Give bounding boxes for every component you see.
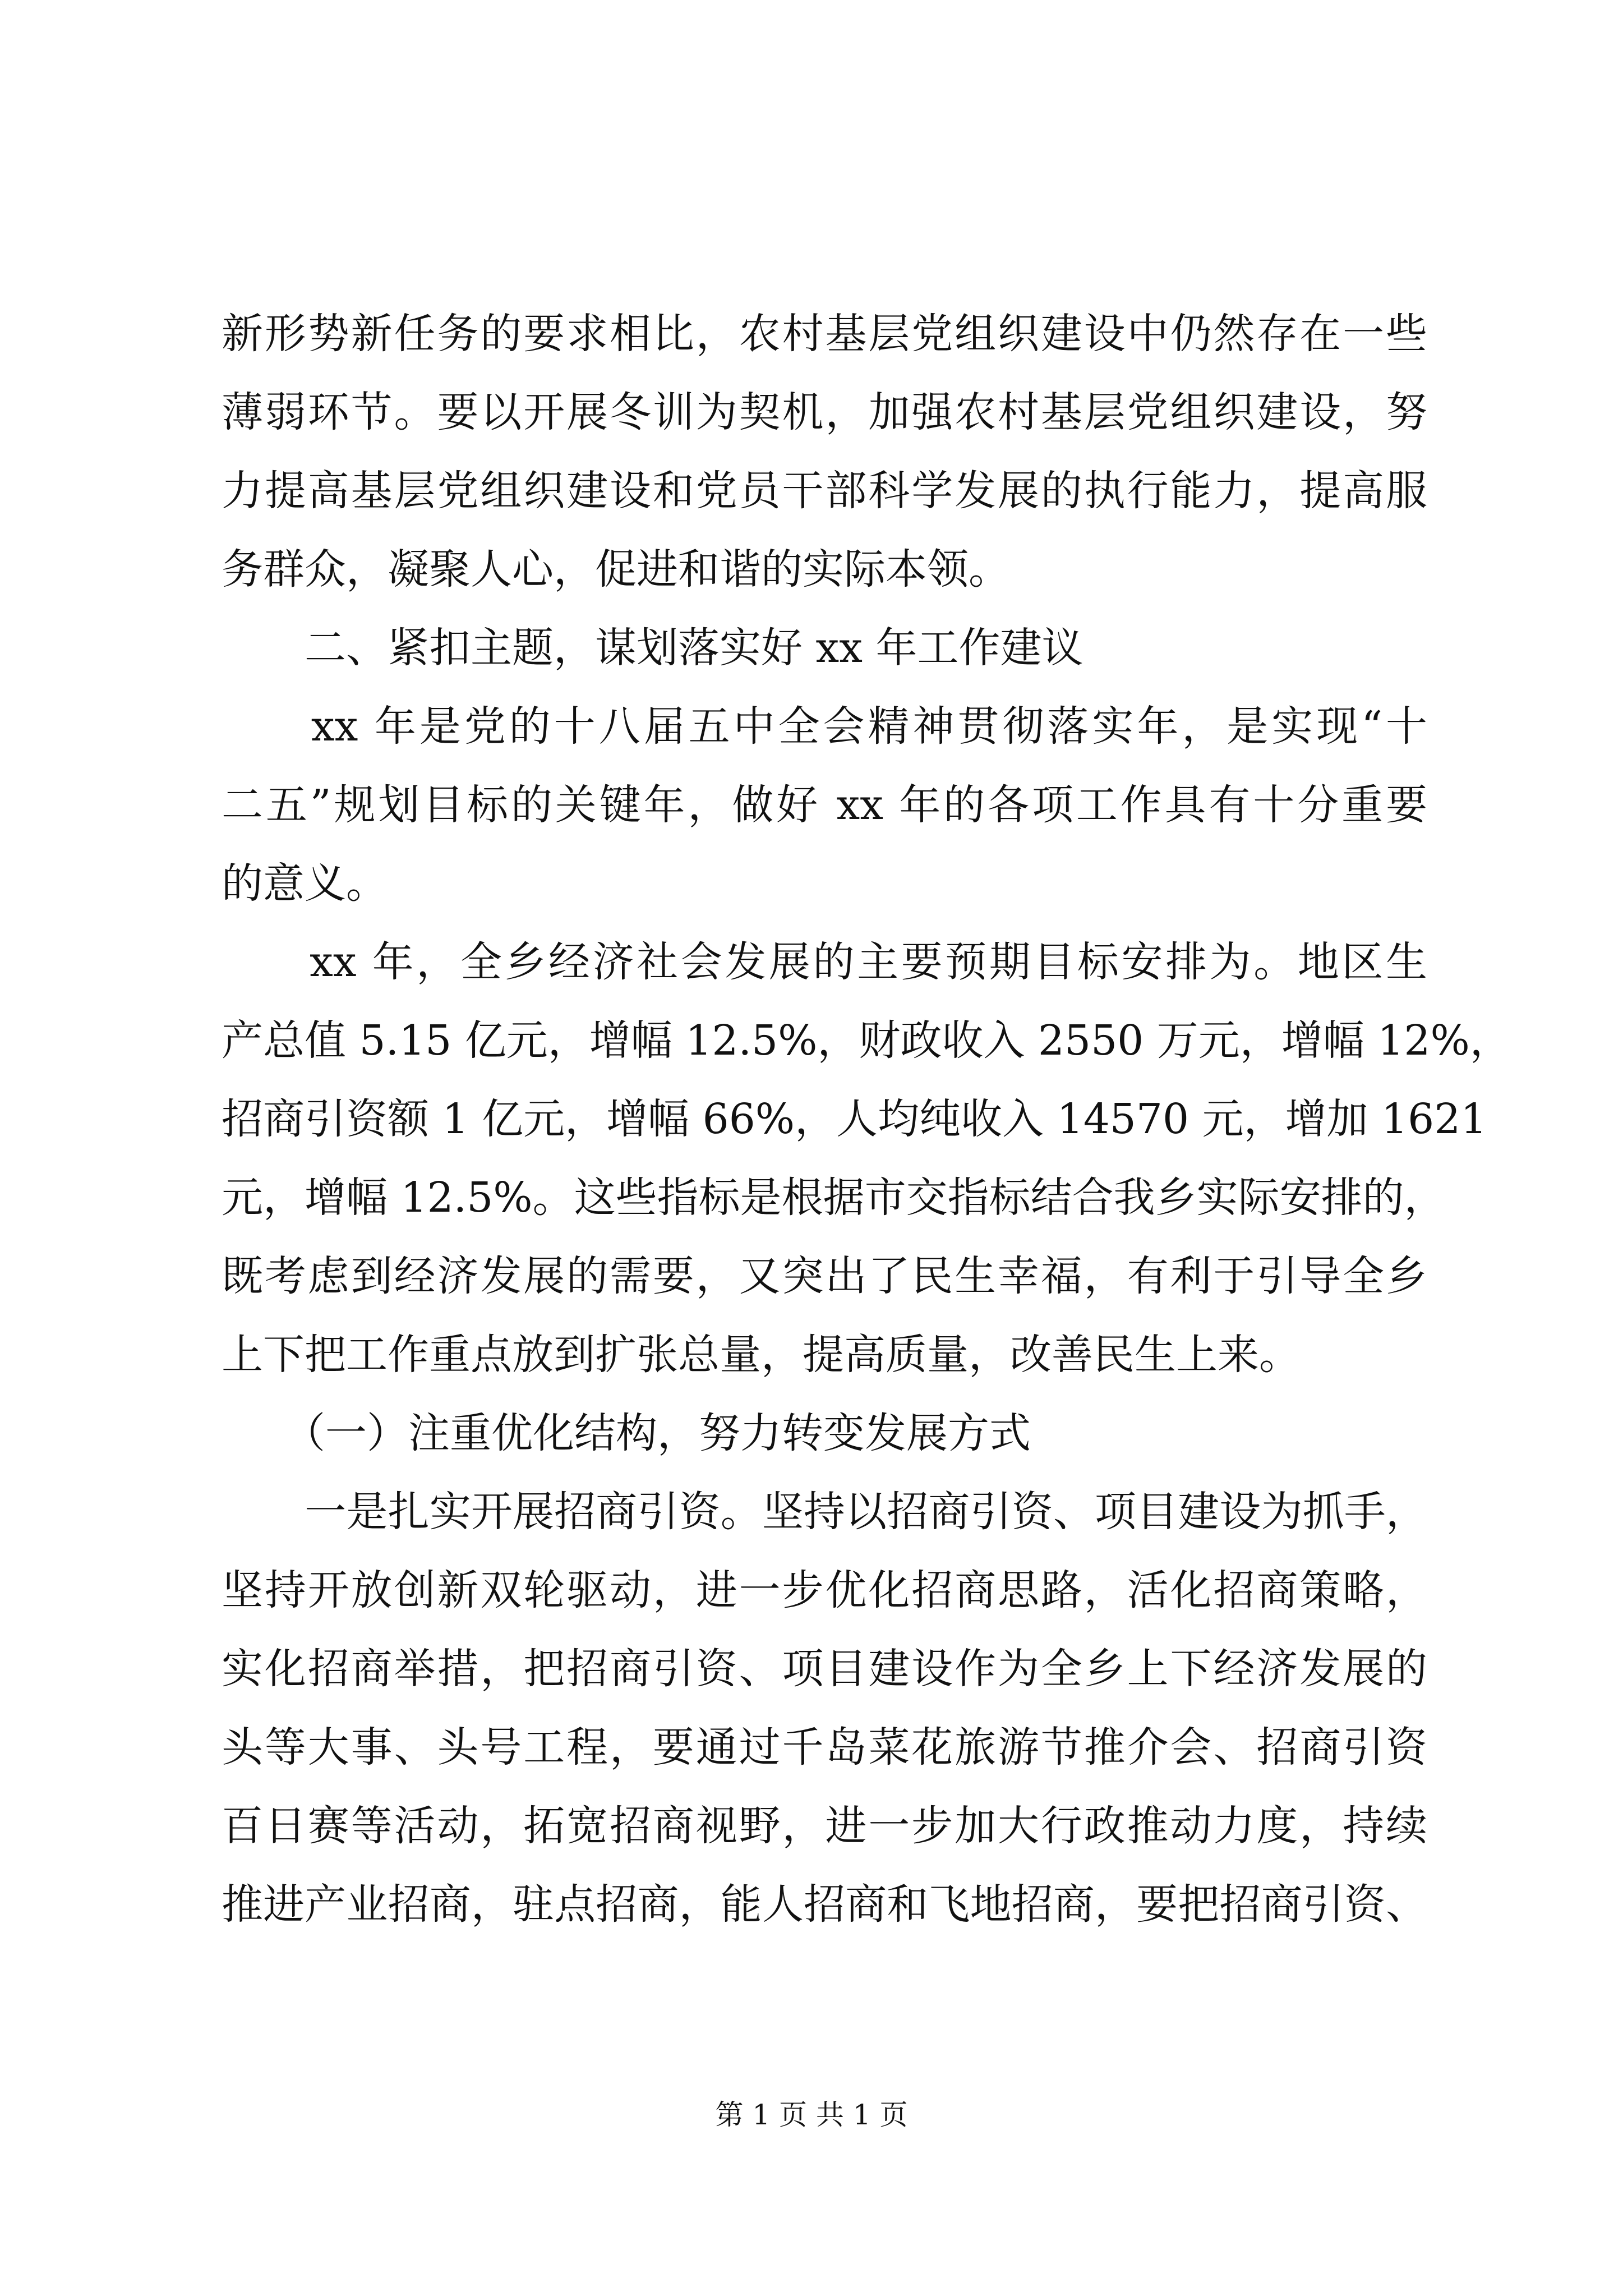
text-line-19: 头等大事、头号工程，要通过千岛菜花旅游节推介会、招商引资 [222,1723,1427,1772]
section-heading: 二、紧扣主题，谋划落实好 xx 年工作建议 [222,624,1083,672]
text-line-10: 产总值 5.15 亿元，增幅 12.5%，财政收入 2550 万元，增幅 12%， [222,1016,1511,1065]
text-line-14: 上下把工作重点放到扩张总量，提高质量，改善民生上来。 [222,1331,1301,1379]
page-footer: 第 1 页 共 1 页 [715,2099,908,2131]
text-line-11: 招商引资额 1 亿元，增幅 66%，人均纯收入 14570 元，增加 1621 [222,1095,1487,1143]
text-line-4: 务群众，凝聚人心，促进和谐的实际本领。 [222,545,1010,593]
text-line-3: 力提高基层党组织建设和党员干部科学发展的执行能力，提高服 [222,467,1427,515]
text-line-1: 新形势新任务的要求相比，农村基层党组织建设中仍然存在一些 [222,310,1427,358]
text-line-8: 的意义。 [222,859,388,908]
text-line-16: 一是扎实开展招商引资。坚持以招商引资、项目建设为抓手， [222,1488,1427,1536]
text-line-6: xx 年是党的十八届五中全会精神贯彻落实年，是实现“十 [222,702,1427,751]
text-line-7: 二五”规划目标的关键年，做好 xx 年的各项工作具有十分重要 [222,781,1427,829]
text-line-13: 既考虑到经济发展的需要，又突出了民生幸福，有利于引导全乡 [222,1252,1427,1300]
text-line-9: xx 年，全乡经济社会发展的主要预期目标安排为。地区生 [222,938,1427,986]
text-line-2: 薄弱环节。要以开展冬训为契机，加强农村基层党组织建设，努 [222,388,1427,436]
subsection-heading: （一）注重优化结构，努力转变发展方式 [222,1409,1031,1457]
text-line-20: 百日赛等活动，拓宽招商视野，进一步加大行政推动力度，持续 [222,1802,1427,1850]
text-line-17: 坚持开放创新双轮驱动，进一步优化招商思路，活化招商策略， [222,1566,1427,1614]
text-line-12: 元，增幅 12.5%。这些指标是根据市交指标结合我乡实际安排的， [222,1174,1446,1222]
text-line-18: 实化招商举措，把招商引资、项目建设作为全乡上下经济发展的 [222,1645,1427,1693]
text-line-21: 推进产业招商，驻点招商，能人招商和飞地招商，要把招商引资、 [222,1880,1427,1929]
